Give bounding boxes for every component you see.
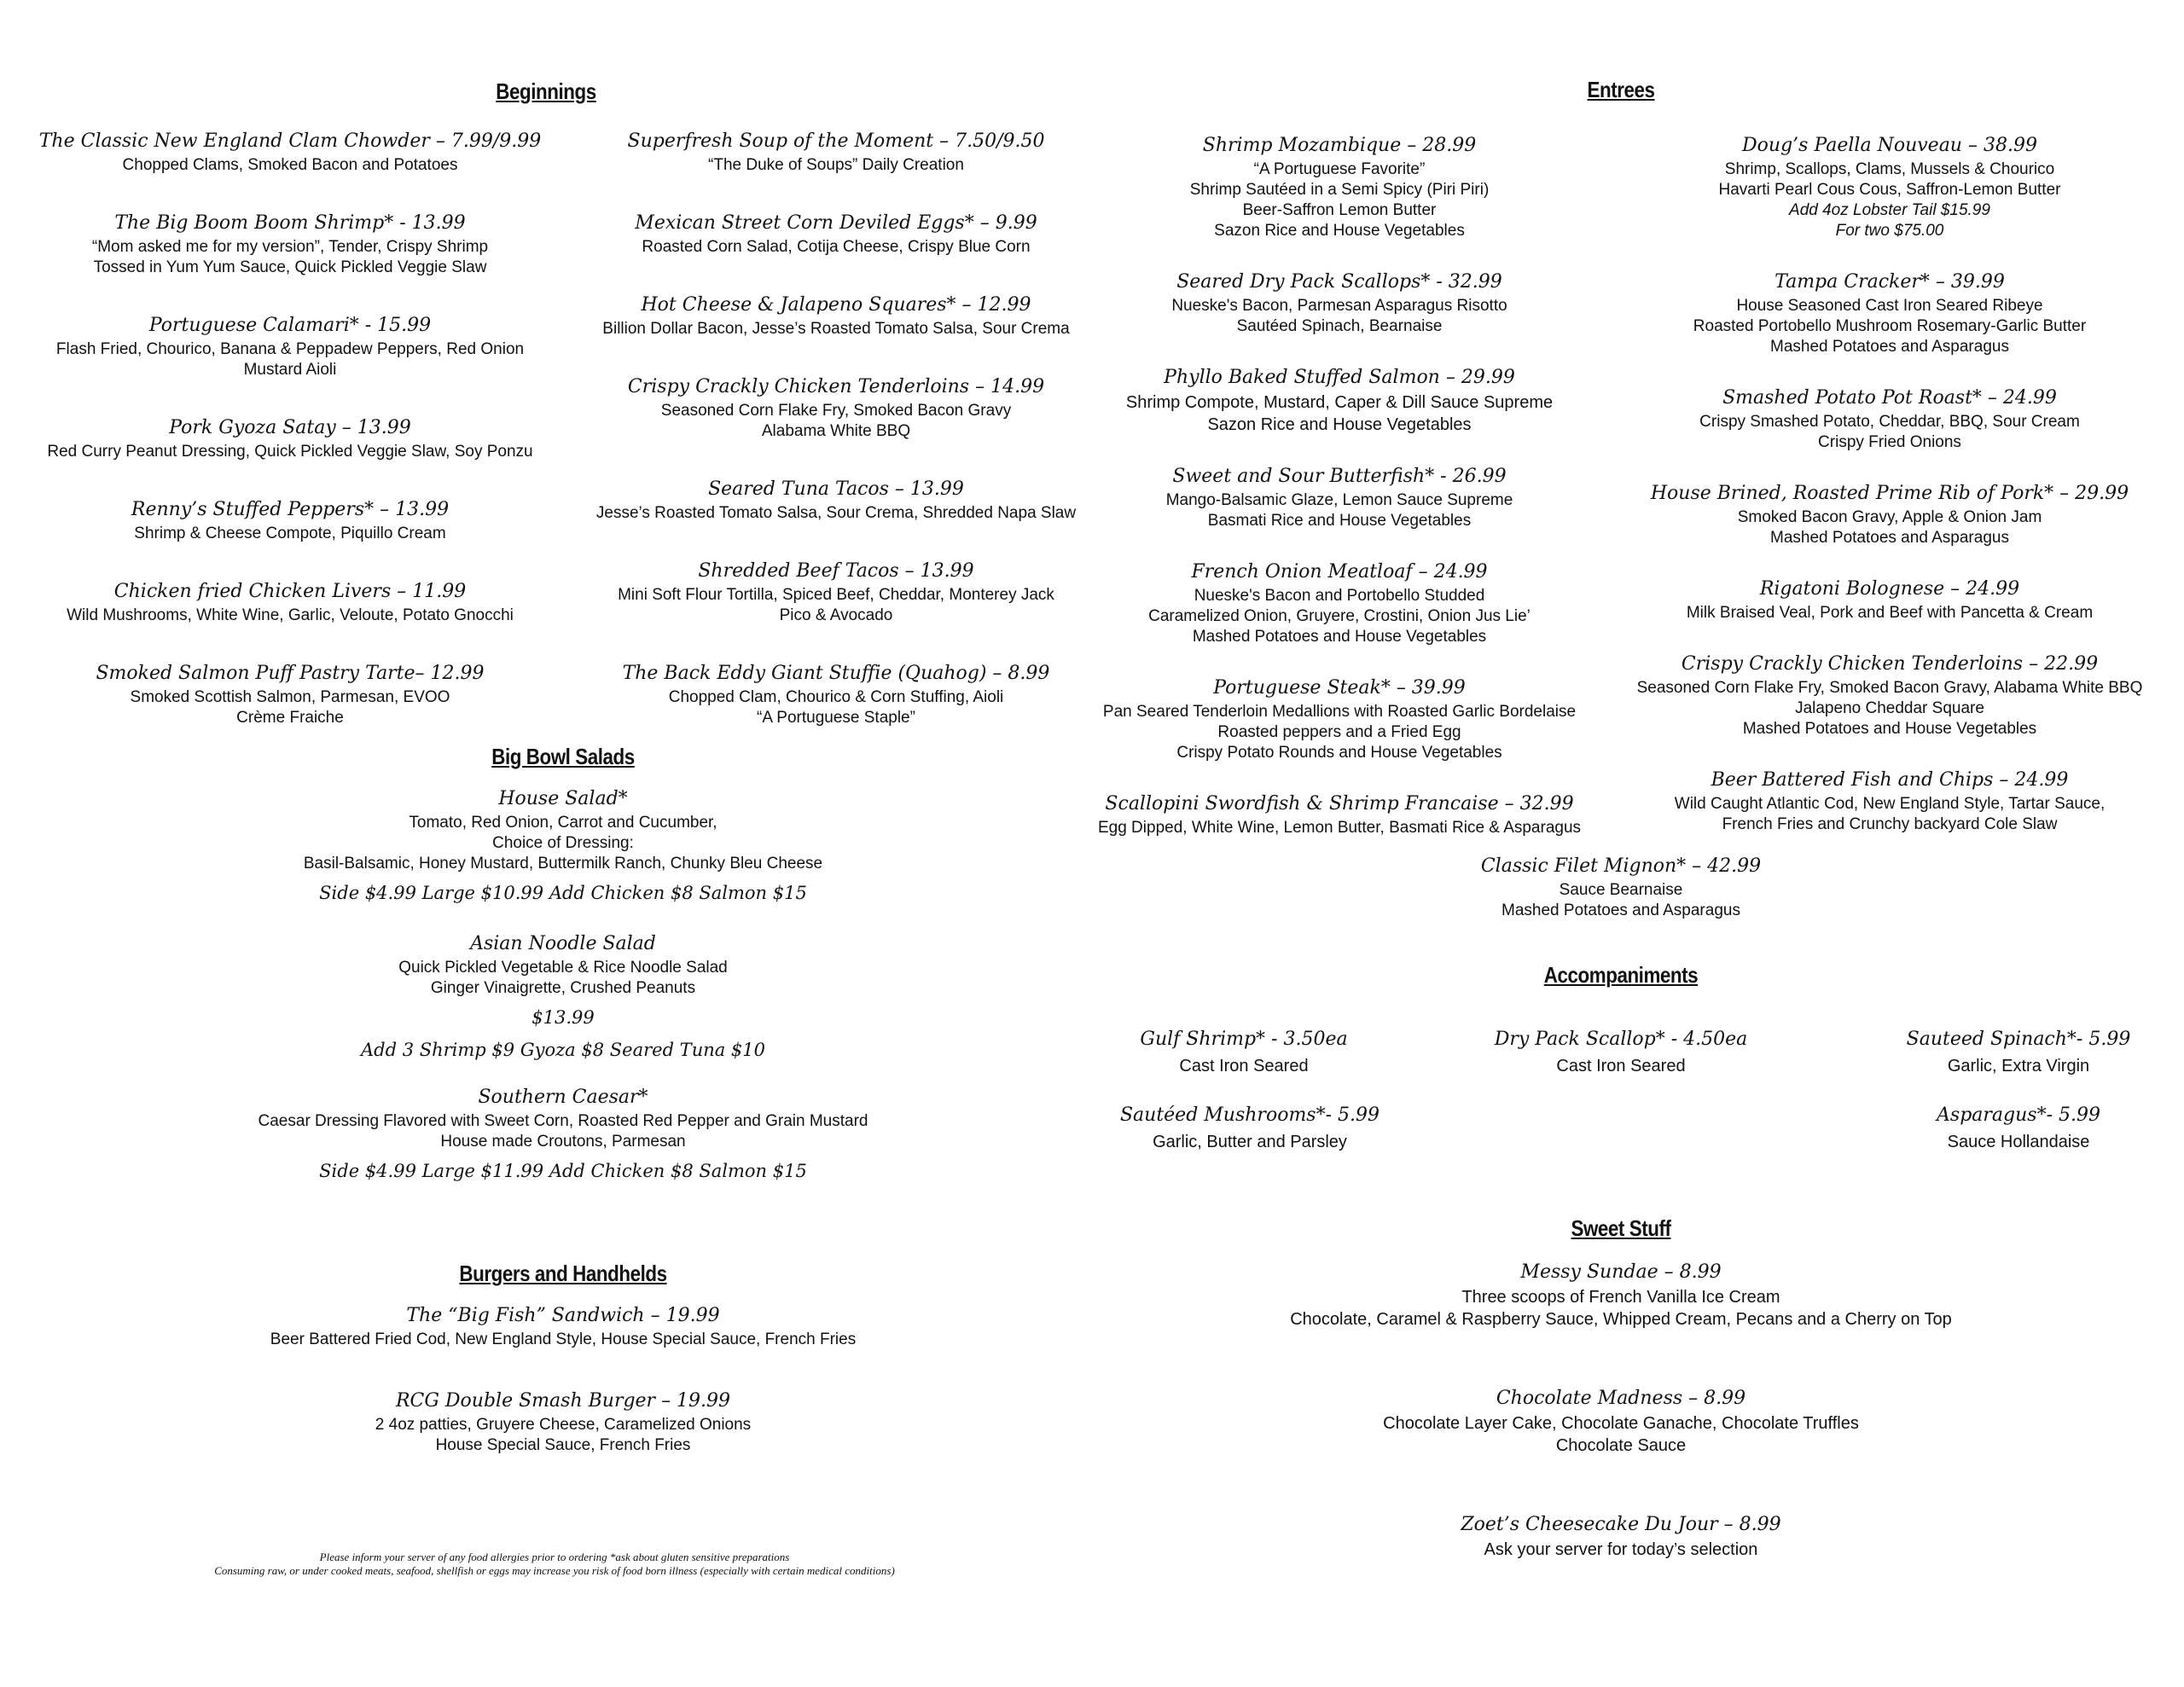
menu-item — [1625, 767, 2154, 835]
item-desc: “A Portuguese Staple” — [757, 709, 915, 727]
item-desc: Quick Pickled Vegetable & Rice Noodle Salad — [398, 959, 728, 977]
entrees-left-column — [1083, 132, 1595, 872]
item-name: Portuguese Steak* – 39.99 — [1213, 677, 1466, 699]
menu-item — [1083, 559, 1595, 647]
item-name: Southern Caesar* — [478, 1087, 648, 1108]
item-name: Shredded Beef Tacos – 13.99 — [698, 560, 974, 582]
item-name: Zoet’s Cheesecake Du Jour – 8.99 — [1461, 1514, 1781, 1535]
item-desc: Seasoned Corn Flake Fry, Smoked Bacon Gravy, Alabama White BBQ — [1636, 679, 2143, 697]
item-desc: Sauce Hollandaise — [1947, 1133, 2090, 1151]
item-desc: Roasted peppers and a Fried Egg — [1217, 723, 1461, 741]
menu-item — [34, 415, 546, 462]
accompaniment-item — [1865, 1102, 2172, 1155]
item-desc: Alabama White BBQ — [761, 422, 911, 440]
item-desc: Chocolate Layer Cake, Chocolate Ganache, Chocolate Truffles — [1383, 1414, 1859, 1433]
item-desc: Egg Dipped, White Wine, Lemon Butter, Basmati Rice & Asparagus — [1097, 819, 1582, 837]
item-name: House Salad* — [498, 788, 628, 809]
item-name: Sweet and Sour Butterfish* - 26.99 — [1172, 466, 1507, 487]
item-desc: Roasted Portobello Mushroom Rosemary-Garlic Butter — [1693, 317, 2087, 335]
item-name: Portuguese Calamari* - 15.99 — [148, 315, 432, 336]
item-extra — [1625, 200, 2154, 221]
item-name: Phyllo Baked Stuffed Salmon – 29.99 — [1164, 367, 1515, 388]
menu-item — [136, 786, 990, 907]
item-addon: Add 3 Shrimp $9 Gyoza $8 Seared Tuna $10 — [360, 1040, 766, 1060]
item-desc: Beer-Saffron Lemon Butter — [1242, 201, 1437, 219]
item-name: Beer Battered Fish and Chips – 24.99 — [1711, 769, 2069, 791]
item-desc: Mashed Potatoes and Asparagus — [1770, 529, 2009, 547]
item-extra-text: For two $75.00 — [1835, 222, 1944, 240]
item-price: Side $4.99 Large $10.99 Add Chicken $8 Salmon $15 — [319, 883, 807, 903]
item-desc: “Mom asked me for my version”, Tender, Crispy Shrimp — [91, 238, 489, 256]
item-desc: Roasted Corn Salad, Cotija Cheese, Crispy Blue Corn — [642, 238, 1031, 256]
item-name: Shrimp Mozambique – 28.99 — [1202, 135, 1477, 156]
item-name: Seared Tuna Tacos – 13.99 — [708, 478, 964, 500]
item-desc: Chopped Clams, Smoked Bacon and Potatoes — [122, 156, 458, 174]
item-desc: Pan Seared Tenderloin Medallions with Roasted Garlic Bordelaise — [1102, 703, 1577, 721]
item-desc: Shrimp & Cheese Compote, Piquillo Cream — [134, 525, 446, 542]
item-desc: Jesse’s Roasted Tomato Salsa, Sour Crema, Shredded Napa Slaw — [595, 504, 1077, 522]
item-name: Pork Gyoza Satay – 13.99 — [169, 417, 411, 438]
item-desc: Chocolate Sauce — [1555, 1436, 1687, 1455]
item-name: Seared Dry Pack Scallops* - 32.99 — [1176, 271, 1502, 293]
accompaniment-item — [1865, 1026, 2172, 1079]
menu-item — [580, 292, 1092, 339]
accompaniment-item — [1090, 1026, 1397, 1079]
item-name: Sautéed Mushrooms*- 5.99 — [1119, 1104, 1380, 1126]
accompaniments-title: Accompaniments — [1543, 962, 1699, 988]
item-desc: House Seasoned Cast Iron Seared Ribeye — [1736, 297, 2043, 315]
item-name: The Big Boom Boom Shrimp* - 13.99 — [114, 212, 466, 234]
item-desc: House made Croutons, Parmesan — [440, 1133, 686, 1151]
item-price: $13.99 — [531, 1007, 595, 1028]
item-desc: Pico & Avocado — [779, 606, 893, 624]
menu-item — [580, 210, 1092, 258]
item-name: Classic Filet Mignon* – 42.99 — [1480, 855, 1762, 877]
beginnings-left-column — [34, 128, 546, 762]
menu-item — [580, 660, 1092, 728]
footnote-line: Consuming raw, or under cooked meats, seafood, shellfish or eggs may increase you risk of food born illness (especially with certain medical conditions) — [214, 1564, 895, 1577]
item-desc: French Fries and Crunchy backyard Cole Slaw — [1722, 815, 2058, 833]
item-desc: Seasoned Corn Flake Fry, Smoked Bacon Gravy — [660, 402, 1012, 420]
item-desc: Tomato, Red Onion, Carrot and Cucumber, — [409, 814, 717, 832]
menu-item — [580, 558, 1092, 626]
item-desc: Nueske's Bacon and Portobello Studded — [1194, 587, 1485, 605]
entree-center-item — [1365, 853, 1877, 921]
item-name: Hot Cheese & Jalapeno Squares* – 12.99 — [641, 294, 1031, 316]
item-extra-text: Add 4oz Lobster Tail $15.99 — [1789, 201, 1990, 219]
item-desc: Ginger Vinaigrette, Crushed Peanuts — [430, 979, 696, 997]
item-desc: Three scoops of French Vanilla Ice Cream — [1461, 1288, 1780, 1307]
menu-item — [34, 578, 546, 626]
item-name: Chicken fried Chicken Livers – 11.99 — [113, 581, 467, 602]
item-name: Sauteed Spinach*- 5.99 — [1906, 1029, 2131, 1050]
item-name: Tampa Cracker* – 39.99 — [1774, 271, 2005, 293]
menu-item — [1083, 364, 1595, 436]
menu-item — [136, 1084, 990, 1185]
item-desc: House Special Sauce, French Fries — [435, 1436, 691, 1454]
menu-item — [1083, 791, 1595, 838]
item-name: Renny’s Stuffed Peppers* – 13.99 — [131, 499, 450, 520]
item-price: Side $4.99 Large $11.99 Add Chicken $8 Salmon $15 — [319, 1161, 807, 1181]
item-desc: Caramelized Onion, Gruyere, Crostini, Onion Jus Lie’ — [1148, 607, 1531, 625]
item-name: House Brined, Roasted Prime Rib of Pork* – 29.99 — [1650, 483, 2129, 504]
menu-item — [1083, 675, 1595, 763]
item-desc: “A Portuguese Favorite” — [1253, 160, 1426, 178]
item-desc: Flash Fried, Chourico, Banana & Peppadew Peppers, Red Onion — [55, 340, 525, 358]
item-desc: Beer Battered Fried Cod, New England Style, House Special Sauce, French Fries — [270, 1330, 857, 1348]
item-name: French Onion Meatloaf – 24.99 — [1191, 561, 1488, 583]
item-desc: Chopped Clam, Chourico & Corn Stuffing, Aioli — [668, 688, 1004, 706]
item-desc: “The Duke of Soups” Daily Creation — [708, 156, 964, 174]
menu-item — [1194, 1511, 2048, 1561]
item-desc: Basil-Balsamic, Honey Mustard, Buttermilk Ranch, Chunky Bleu Cheese — [303, 855, 823, 872]
menu-item — [1083, 269, 1595, 337]
menu-item — [34, 312, 546, 380]
menu-item — [1625, 651, 2154, 739]
item-desc: Choice of Dressing: — [492, 834, 634, 852]
item-desc: Mashed Potatoes and Asparagus — [1770, 338, 2009, 356]
item-desc: Milk Braised Veal, Pork and Beef with Pancetta & Cream — [1686, 604, 2094, 622]
item-desc: Crispy Potato Rounds and House Vegetables — [1176, 744, 1502, 762]
item-desc: Shrimp Sautéed in a Semi Spicy (Piri Piri) — [1189, 181, 1490, 199]
item-desc: Garlic, Butter and Parsley — [1153, 1133, 1347, 1151]
menu-item — [136, 930, 990, 1064]
item-name: Messy Sundae – 8.99 — [1520, 1261, 1722, 1283]
entrees-title: Entrees — [1587, 77, 1655, 102]
item-desc: Wild Caught Atlantic Cod, New England Style, Tartar Sauce, — [1674, 795, 2106, 813]
menu-item — [136, 1302, 990, 1350]
menu-item — [1625, 132, 2154, 241]
menu-item — [34, 128, 546, 176]
item-name: Chocolate Madness – 8.99 — [1496, 1388, 1746, 1409]
item-desc: Red Curry Peanut Dressing, Quick Pickled Veggie Slaw, Soy Ponzu — [47, 443, 533, 461]
item-desc: Chocolate, Caramel & Raspberry Sauce, Whipped Cream, Pecans and a Cherry on Top — [1290, 1310, 1952, 1329]
menu-item — [136, 1388, 990, 1456]
item-desc: Mango-Balsamic Glaze, Lemon Sauce Supreme — [1165, 491, 1513, 509]
item-desc: Sazon Rice and House Vegetables — [1214, 222, 1465, 240]
item-desc: Cast Iron Seared — [1556, 1057, 1686, 1075]
burgers-title: Burgers and Handhelds — [459, 1261, 667, 1286]
menu-item — [1194, 1259, 2048, 1330]
entrees-section — [1109, 77, 2133, 119]
menu-item — [1625, 269, 2154, 357]
menu-item — [1194, 1385, 2048, 1457]
item-desc: Crème Fraiche — [236, 709, 344, 727]
item-name: Crispy Crackly Chicken Tenderloins – 14.99 — [627, 376, 1045, 397]
allergy-footnote — [171, 1551, 938, 1578]
menu-item — [34, 210, 546, 278]
item-name: Doug’s Paella Nouveau – 38.99 — [1742, 135, 2037, 156]
item-desc: Shrimp Compote, Mustard, Caper & Dill Sauce Supreme — [1125, 393, 1554, 412]
burgers-section — [136, 1261, 990, 1490]
menu-item — [1625, 480, 2154, 548]
menu-item — [580, 374, 1092, 442]
item-desc: Mustard Aioli — [243, 361, 337, 379]
beginnings-title: Beginnings — [496, 78, 596, 104]
item-desc: Smoked Bacon Gravy, Apple & Onion Jam — [1737, 508, 2042, 526]
item-desc: Crispy Fried Onions — [1818, 433, 1961, 451]
item-name: Dry Pack Scallop* - 4.50ea — [1494, 1029, 1748, 1050]
menu-item — [34, 660, 546, 728]
item-desc: Mashed Potatoes and Asparagus — [1502, 901, 1740, 919]
menu-item — [1625, 576, 2154, 623]
sweet-title: Sweet Stuff — [1571, 1215, 1671, 1241]
accompaniment-item — [1467, 1026, 1774, 1079]
entrees-right-column — [1625, 132, 2154, 869]
item-desc: Sazon Rice and House Vegetables — [1207, 415, 1472, 434]
item-desc: Sauce Bearnaise — [1559, 881, 1683, 899]
item-desc: Crispy Smashed Potato, Cheddar, BBQ, Sour Cream — [1699, 413, 2080, 431]
accompaniments-section — [1365, 962, 1877, 1004]
item-extra — [1625, 221, 2154, 241]
salads-section — [136, 744, 990, 1219]
item-name: Gulf Shrimp* - 3.50ea — [1140, 1029, 1348, 1050]
item-name: Crispy Crackly Chicken Tenderloins – 22.99 — [1681, 653, 2099, 675]
item-desc: Jalapeno Cheddar Square — [1795, 699, 1984, 717]
salads-title: Big Bowl Salads — [491, 744, 635, 769]
item-desc: Havarti Pearl Cous Cous, Saffron-Lemon Butter — [1718, 181, 2061, 199]
item-name: Smoked Salmon Puff Pastry Tarte– 12.99 — [96, 663, 485, 684]
item-desc: 2 4oz patties, Gruyere Cheese, Caramelized Onions — [375, 1416, 752, 1434]
item-name: Asian Noodle Salad — [470, 933, 656, 954]
beginnings-right-column — [580, 128, 1092, 762]
item-desc: Tossed in Yum Yum Sauce, Quick Pickled Veggie Slaw — [93, 258, 487, 276]
item-desc: Mashed Potatoes and House Vegetables — [1742, 720, 2037, 738]
item-desc: Wild Mushrooms, White Wine, Garlic, Veloute, Potato Gnocchi — [67, 606, 514, 624]
item-desc: Shrimp, Scallops, Clams, Mussels & Chourico — [1724, 160, 2055, 178]
footnote-line: Please inform your server of any food allergies prior to ordering *ask about gluten sensitive preparations — [319, 1551, 790, 1563]
item-name: RCG Double Smash Burger – 19.99 — [395, 1390, 731, 1412]
item-desc: Ask your server for today’s selection — [1484, 1540, 1758, 1559]
item-desc: Garlic, Extra Virgin — [1947, 1057, 2090, 1075]
menu-item — [1625, 385, 2154, 453]
item-desc: Basmati Rice and House Vegetables — [1207, 512, 1472, 530]
item-name: Rigatoni Bolognese – 24.99 — [1759, 578, 2020, 600]
item-desc: Caesar Dressing Flavored with Sweet Corn, Roasted Red Pepper and Grain Mustard — [258, 1112, 868, 1130]
menu-item — [580, 476, 1092, 524]
item-desc: Nueske's Bacon, Parmesan Asparagus Risotto — [1171, 297, 1507, 315]
item-name: The Classic New England Clam Chowder – 7.99/9.99 — [38, 130, 542, 152]
menu-item — [580, 128, 1092, 176]
item-desc: Cast Iron Seared — [1179, 1057, 1309, 1075]
item-desc: Smoked Scottish Salmon, Parmesan, EVOO — [130, 688, 450, 706]
item-name: Mexican Street Corn Deviled Eggs* – 9.99 — [635, 212, 1037, 234]
beginnings-section — [34, 78, 1058, 120]
item-name: The Back Eddy Giant Stuffie (Quahog) – 8.99 — [622, 663, 1050, 684]
item-name: The “Big Fish” Sandwich – 19.99 — [406, 1305, 720, 1326]
menu-item — [1083, 463, 1595, 531]
item-desc: Mini Soft Flour Tortilla, Spiced Beef, Cheddar, Monterey Jack — [618, 586, 1054, 604]
sweet-section — [1194, 1215, 2048, 1595]
accompaniment-item — [1096, 1102, 1403, 1155]
item-desc: Sautéed Spinach, Bearnaise — [1236, 317, 1443, 335]
item-name: Smashed Potato Pot Roast* – 24.99 — [1722, 387, 2057, 409]
item-desc: Mashed Potatoes and House Vegetables — [1192, 628, 1487, 646]
item-desc: Billion Dollar Bacon, Jesse’s Roasted Tomato Salsa, Sour Crema — [602, 320, 1070, 338]
item-name: Superfresh Soup of the Moment – 7.50/9.50 — [627, 130, 1045, 152]
menu-item — [1083, 132, 1595, 241]
item-name: Asparagus*- 5.99 — [1937, 1104, 2100, 1126]
menu-item — [34, 496, 546, 544]
item-name: Scallopini Swordfish & Shrimp Francaise – 32.99 — [1105, 793, 1574, 815]
